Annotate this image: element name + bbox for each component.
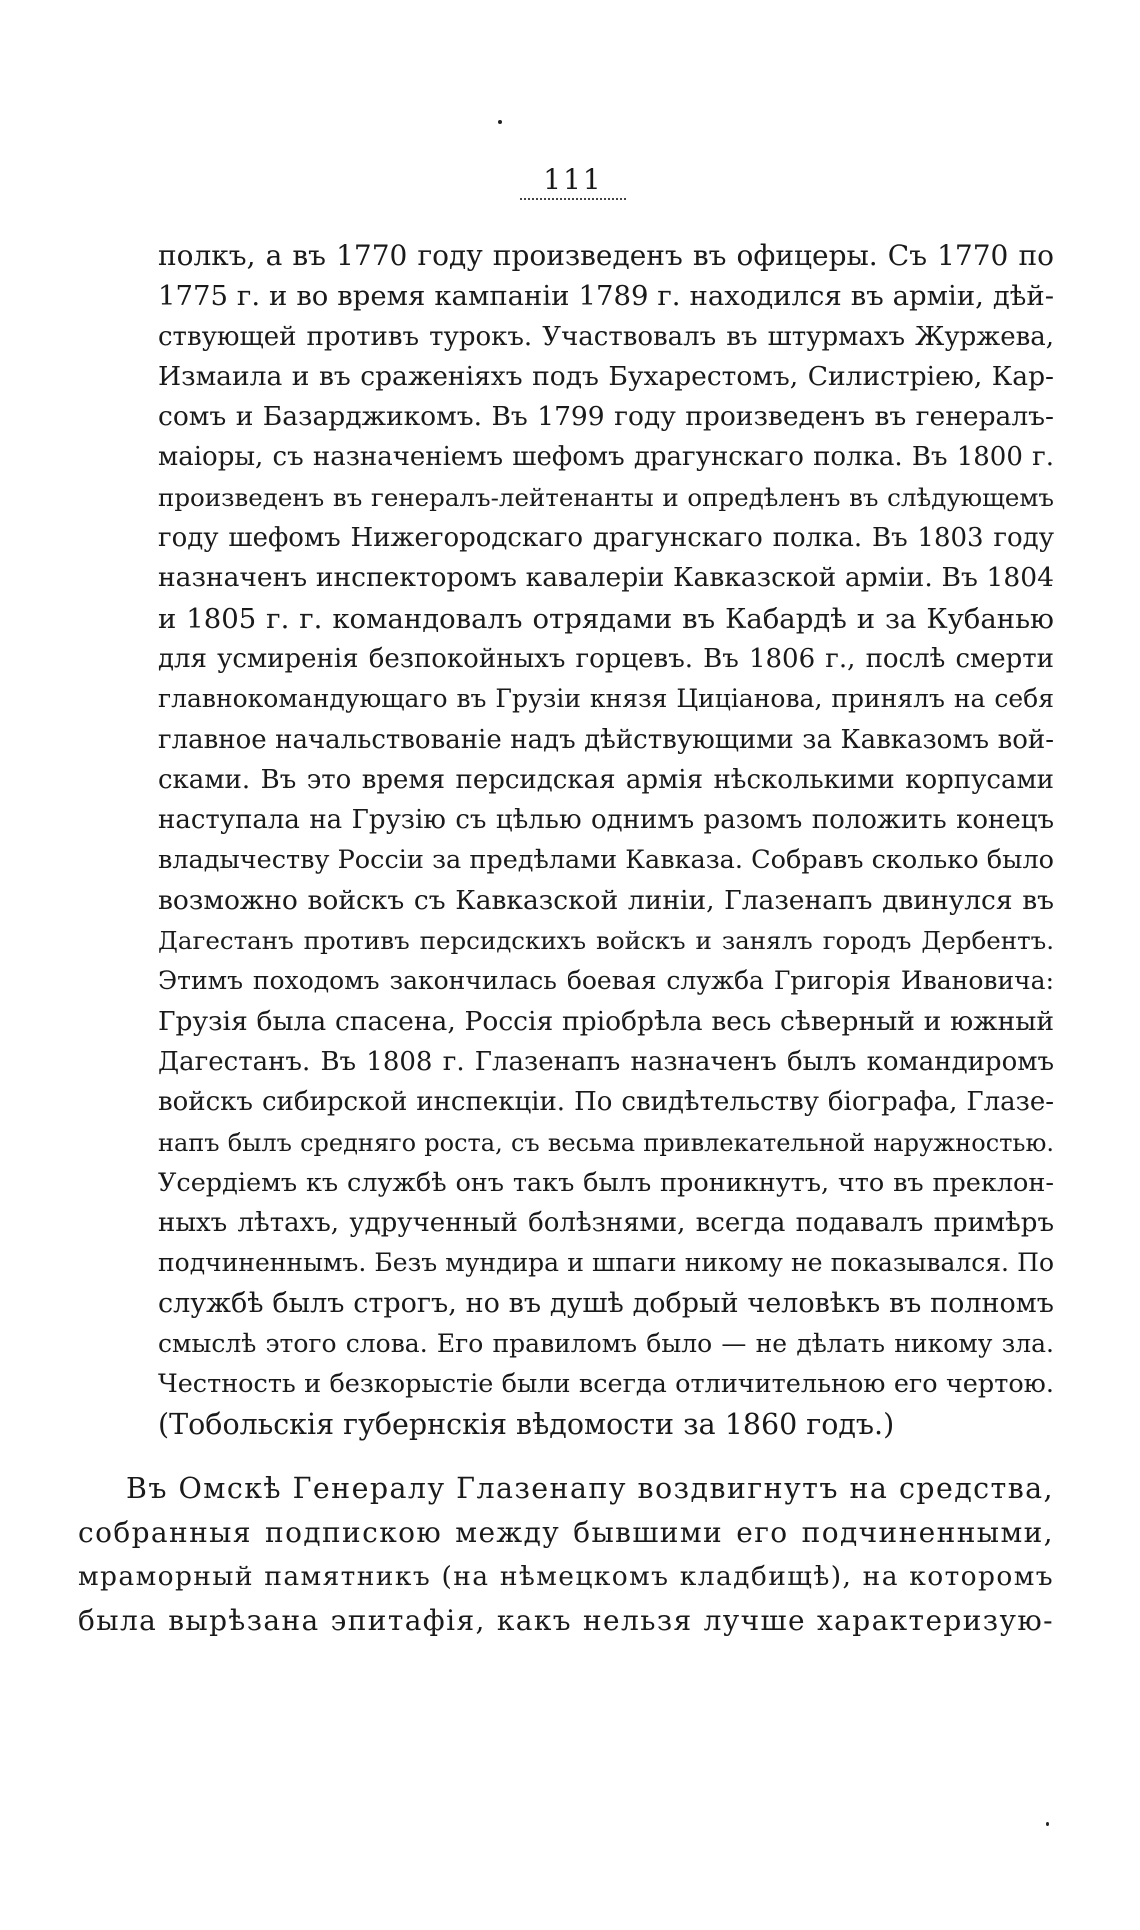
text-line: главное начальствованіе надъ дѣйствующими за Кавказомъ вой- <box>158 724 1054 755</box>
text-line: главнокомандующаго въ Грузіи князя Циціанова, принялъ на себя <box>158 684 1054 714</box>
text-line: подчиненнымъ. Безъ мундира и шпаги никому не показывался. По <box>158 1248 1054 1278</box>
text-line: мраморный памятникъ (на нѣмецкомъ кладбищѣ), на которомъ <box>78 1561 1054 1592</box>
text-line: сками. Въ это время персидская армія нѣсколькими корпусами <box>158 764 1054 795</box>
page-number-rule <box>520 198 626 200</box>
text-line: Грузія была спасена, Россія пріобрѣла весь сѣверный и южный <box>158 1005 1054 1037</box>
text-line: сомъ и Базарджикомъ. Въ 1799 году произведенъ въ генералъ- <box>158 401 1054 433</box>
text-line: службѣ былъ строгъ, но въ душѣ добрый человѣкъ въ полномъ <box>158 1287 1054 1319</box>
text-line: произведенъ въ генералъ-лейтенанты и опредѣленъ въ слѣдующемъ <box>158 482 1054 512</box>
text-line: возможно войскъ съ Кавказской линіи, Глазенапъ двинулся въ <box>158 884 1054 916</box>
text-line: 1775 г. и во время кампаніи 1789 г. находился въ арміи, дѣй- <box>158 280 1054 313</box>
text-line: собранныя подпискою между бывшими его подчиненными, <box>78 1516 1054 1549</box>
text-line: владычеству Россіи за предѣлами Кавказа. Собравъ сколько было <box>158 845 1054 876</box>
text-line: ныхъ лѣтахъ, удрученный болѣзнями, всегда подавалъ примѣръ <box>158 1208 1054 1239</box>
text-line: Дагестанъ. Въ 1808 г. Глазенапъ назначенъ былъ командиромъ <box>158 1046 1054 1077</box>
text-line: Въ Омскѣ Генералу Глазенапу воздвигнутъ на средства, <box>126 1472 1054 1505</box>
ink-speck <box>1046 1822 1049 1826</box>
text-line: Усердіемъ къ службѣ онъ такъ былъ проникнутъ, что въ преклон- <box>158 1167 1054 1198</box>
text-line: полкъ, а въ 1770 году произведенъ въ офицеры. Съ 1770 по <box>158 239 1054 272</box>
text-line: напъ былъ средняго роста, съ весьма привлекательной наружностью. <box>158 1128 1054 1157</box>
second-paragraph <box>78 1467 1054 1643</box>
text-line: для усмиренія безпокойныхъ горцевъ. Въ 1806 г., послѣ смерти <box>158 643 1054 674</box>
text-line: назначенъ инспекторомъ кавалеріи Кавказской арміи. Въ 1804 <box>158 562 1054 594</box>
text-line: ствующей противъ турокъ. Участвовалъ въ штурмахъ Журжева, <box>158 321 1054 352</box>
text-line: наступала на Грузію съ цѣлью однимъ разомъ положить конецъ <box>158 805 1054 836</box>
text-line: году шефомъ Нижегородскаго драгунскаго полка. Въ 1803 году <box>158 523 1054 554</box>
text-line: и 1805 г. г. командовалъ отрядами въ Кабардѣ и за Кубанью <box>158 602 1054 635</box>
text-line: Честность и безкорыстіе были всегда отличительною его чертою. <box>158 1369 1054 1400</box>
text-line: смыслѣ этого слова. Его правиломъ было — не дѣлать никому зла. <box>158 1329 1054 1359</box>
text-line: Дагестанъ противъ персидскихъ войскъ и занялъ городъ Дербентъ. <box>158 926 1054 956</box>
text-line: Измаила и въ сраженіяхъ подъ Бухарестомъ, Силистріею, Кар- <box>158 360 1054 392</box>
text-line: войскъ сибирской инспекціи. По свидѣтельству біографа, Глазе- <box>158 1087 1054 1118</box>
text-line: (Тобольскія губернскія вѣдомости за 1860 годъ.) <box>158 1407 895 1441</box>
text-line: была вырѣзана эпитафія, какъ нельзя лучше характеризую- <box>78 1604 1054 1637</box>
page-number: 111 <box>543 163 603 196</box>
ink-speck <box>498 120 502 124</box>
text-line: Этимъ походомъ закончилась боевая служба Григорія Ивановича: <box>158 966 1054 996</box>
first-paragraph <box>158 236 1054 1445</box>
text-line: маіоры, съ назначеніемъ шефомъ драгунскаго полка. Въ 1800 г. <box>158 442 1054 473</box>
